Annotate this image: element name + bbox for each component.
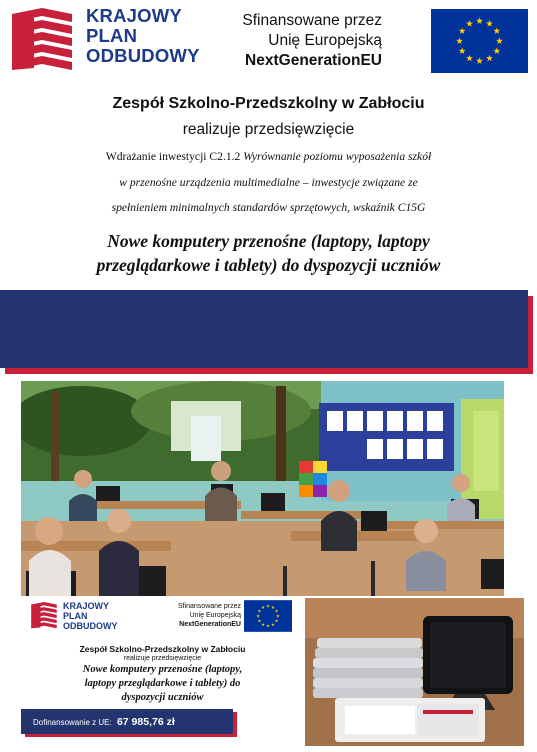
investment-prefix: Wdrażanie inwestycji C2.1.2 — [105, 150, 241, 163]
mini-school-name: Zespół Szkolno-Przedszkolny w Zabłociu — [79, 644, 246, 654]
mini-kpo-line-1: KRAJOWY — [63, 601, 110, 611]
mini-project-line-3: dyspozycji uczniów — [121, 692, 204, 703]
project-title-line-2: przeglądarkowe i tablety) do dyspozycji uczniów — [96, 255, 441, 275]
kpo-line-1: KRAJOWY — [86, 5, 182, 26]
mini-kpo-line-3: ODBUDOWY — [63, 621, 118, 631]
eu-flag-icon — [431, 9, 528, 73]
mini-funding-line-3: NextGenerationEU — [179, 621, 241, 628]
investment-italic-3: spełnieniem minimalnych standardów sprzętowych, wskaźnik C15G — [111, 201, 426, 214]
realizuje-text: realizuje przedsięwzięcie — [182, 121, 355, 138]
funding-line-1: Sfinansowane przez — [242, 12, 382, 29]
kpo-logo-text — [86, 6, 200, 66]
kpo-logo-icon — [12, 8, 72, 74]
mini-kpo-text — [63, 601, 118, 631]
funding-statement — [242, 11, 382, 71]
tablets-photo — [305, 598, 524, 746]
banner-navy — [0, 290, 528, 368]
mini-eu-flag-icon — [244, 600, 292, 632]
investment-line-3 — [40, 201, 497, 214]
kpo-line-2: PLAN — [86, 25, 138, 46]
mini-funding-amount: 67 985,76 zł — [116, 716, 175, 728]
school-name: Zespół Szkolno-Przedszkolny w Zabłociu — [112, 95, 425, 112]
funding-line-3: NextGenerationEU — [245, 52, 382, 69]
mini-project-line-1: Nowe komputery przenośne (laptopy, — [82, 664, 243, 675]
mini-project-line-2: laptopy przeglądarkowe i tablety) do — [84, 678, 241, 689]
kpo-line-3: ODBUDOWY — [86, 45, 200, 66]
investment-italic-2: w przenośne urządzenia multimedialne – inwestycje związane ze — [119, 176, 418, 189]
funding-line-2: Unię Europejską — [268, 32, 382, 49]
mini-kpo-logo-icon — [29, 602, 59, 630]
project-title-line-1: Nowe komputery przenośne (laptopy, laptopy — [107, 231, 430, 251]
classroom-photo — [21, 381, 504, 596]
mini-realizuje-text: realizuje przedsięwzięcie — [123, 655, 202, 662]
mini-funding-line-1: Sfinansowane przez — [177, 603, 241, 610]
mini-funding-label: Dofinansowanie z UE: — [33, 718, 112, 727]
investment-line-2 — [40, 176, 497, 189]
mini-funding-amount-row — [33, 716, 175, 728]
mini-funding-statement — [151, 602, 241, 629]
mini-poster — [21, 596, 304, 744]
mini-project-title — [41, 663, 284, 705]
mini-kpo-line-2: PLAN — [63, 611, 88, 621]
investment-line-1 — [40, 150, 497, 163]
investment-italic-1: Wyrównanie poziomu wyposażenia szkół — [243, 150, 432, 163]
mini-funding-line-2: Unię Europejską — [189, 612, 241, 619]
